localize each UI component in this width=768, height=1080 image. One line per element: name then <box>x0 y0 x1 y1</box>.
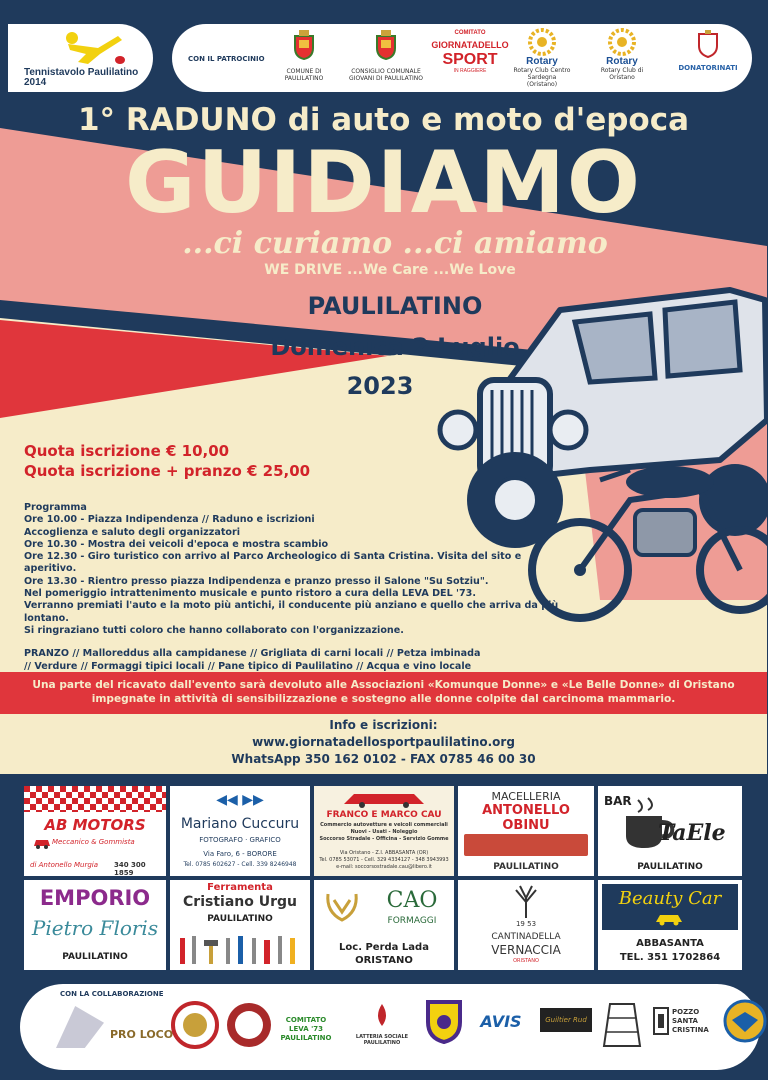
patron-comune <box>272 30 336 82</box>
checkered-flag-icon <box>24 786 166 812</box>
patronage-panel <box>172 24 752 92</box>
sponsor-phone: TEL. 351 1702864 <box>619 952 721 963</box>
sponsor-ferramenta <box>170 880 310 970</box>
pozzo-icon <box>652 1006 670 1036</box>
cantina-year-part: 53 <box>527 920 537 928</box>
sponsor-desc-line: Commercio autovetture e veicoli commerciali <box>320 822 448 828</box>
sponsor-name: AB MOTORS <box>44 816 146 834</box>
sponsor-footer <box>24 856 166 876</box>
tree-icon <box>510 884 542 918</box>
program-line: Ore 10.30 - Mostra dei veicoli d'epoca e mostra scambio <box>24 538 329 550</box>
program-line: Ore 12.30 - Giro turistico con arrivo al Parco Archeologico di Santa Cristina. Visita del sito e aperitivo. <box>24 551 522 575</box>
laurel-icon <box>322 886 362 926</box>
collaboration-panel <box>20 984 760 1070</box>
sponsor-town: ORISTANO <box>355 955 413 966</box>
cantina-year <box>500 920 552 928</box>
sponsor-desc <box>314 822 454 843</box>
sponsor-name: Cristiano Urgu <box>183 894 297 910</box>
sponsor-town: ORISTANO <box>513 958 539 964</box>
sponsor-town: PAULILATINO <box>62 952 128 962</box>
program-block <box>24 502 564 673</box>
confraternita-seal-icon <box>224 1000 274 1050</box>
sponsor-franco-cau <box>314 786 454 876</box>
fee-registration: Quota iscrizione € 10,00 <box>24 442 230 460</box>
sponsor-email: e-mail: soccorsostradale.cau@libero.it <box>336 864 432 870</box>
tagline-italian: ...ci curiamo ...ci amiamo <box>182 226 608 261</box>
patronage-label: CON IL PATROCINIO <box>188 55 265 63</box>
club-logo-panel <box>8 24 153 92</box>
sponsor-name: CAO <box>386 888 438 913</box>
patron-name: COMUNE DI PAULILATINO <box>284 68 324 82</box>
charity-banner <box>0 678 767 706</box>
sport-logo-icon <box>431 26 509 78</box>
sponsor-place: Loc. Perda Lada <box>339 942 429 953</box>
avis-logo: AVIS <box>480 1012 522 1031</box>
sponsor-sub: FORMAGGI <box>387 916 437 926</box>
info-website[interactable]: www.giornatadellosportpaulilatino.org <box>252 735 515 749</box>
sponsor-town: ABBASANTA <box>636 938 704 949</box>
program-line: Accoglienza e saluto degli organizzatori <box>24 526 241 538</box>
sponsor-beauty-car <box>598 880 742 970</box>
lunch-line: PRANZO // Malloreddus alla campidanese // Grigliata di carni locali // Petza imbinada <box>24 648 481 660</box>
sponsor-desc-line: Soccorso Stradale - Officina - Servizio Gomme <box>319 836 449 842</box>
sponsor-name: CANTINADELLA <box>491 932 561 942</box>
sponsor-emporio <box>24 880 166 970</box>
event-year: 2023 <box>346 372 414 400</box>
nuraghe-icon <box>600 998 644 1048</box>
club-logo-text: Tennistavolo Paulilatino 2014 <box>24 67 139 88</box>
sponsor-name: FRANCO E MARCO CAU <box>326 810 442 820</box>
sponsor-name: Beauty Car <box>618 888 722 909</box>
info-heading: Info e iscrizioni: <box>329 718 438 732</box>
sponsor-macelleria <box>458 786 594 876</box>
sponsor-name: EMPORIO <box>39 886 151 910</box>
program-line: Si ringraziano tutti coloro che hanno collaborato con l'organizzazione. <box>24 624 404 636</box>
sponsor-ab-motors <box>24 786 166 876</box>
sponsor-prefix: BAR <box>604 794 632 808</box>
sponsor-town: PAULILATINO <box>493 862 559 872</box>
tagline-english: WE DRIVE ...We Care ...We Love <box>264 262 516 278</box>
lunch-line: // Verdure // Formaggi tipici locali // Pane tipico di Paulilatino // Acqua e vino locale <box>24 660 472 672</box>
paulese-shield-icon <box>424 998 464 1044</box>
svg-text:SPORT: SPORT <box>442 51 498 68</box>
sponsor-cuccuru <box>170 786 310 876</box>
sponsor-cao-formaggi <box>314 880 454 970</box>
sponsor-phone: 340 300 1859 <box>114 861 146 877</box>
camera-arrows-icon: ◀◀ ▶▶ <box>216 792 264 808</box>
sponsor-desc: Meccanico & Gommista <box>52 838 135 846</box>
tow-truck-icon <box>334 788 434 808</box>
sponsor-category: Ferramenta <box>207 882 273 893</box>
patron-name: DONATORINATI <box>678 64 738 72</box>
sponsor-desc-line: Nuovi - Usati - Noleggio <box>350 829 418 835</box>
patron-name: Rotary Club di Oristano <box>600 67 644 81</box>
sponsor-phones: Tel. 0785 53071 - Cell. 329 4334127 - 348 3943993 <box>319 857 449 863</box>
sponsor-name: ANTONELLO <box>482 803 570 818</box>
svg-text:COMITATO: COMITATO <box>454 30 486 36</box>
car-icon <box>32 836 52 850</box>
edition-title: 1° RADUNO di auto e moto d'epoca <box>77 102 690 138</box>
latteria-icon <box>372 1002 392 1028</box>
svg-text:GIORNATADELLO: GIORNATADELLO <box>431 40 509 50</box>
sponsor-line: MACELLERIA <box>491 790 561 803</box>
sponsor-contact <box>314 850 454 871</box>
info-block <box>0 717 767 768</box>
patron-name: CONSIGLIO COMUNALE GIOVANI DI PAULILATINO <box>349 68 423 82</box>
sponsor-town: PAULILATINO <box>637 862 703 872</box>
program-line: Ore 13.30 - Rientro presso piazza Indipendenza e pranzo presso il Salone "Su Sotziu". <box>24 575 489 587</box>
sponsor-owner: Pietro Floris <box>31 916 159 940</box>
patron-consiglio <box>346 30 426 82</box>
latteria-logo: LATTERIA SOCIALE PAULILATINO <box>355 1034 409 1046</box>
sponsor-name: Mariano Cuccuru <box>180 816 300 832</box>
guiltier-logo: Guiltier Rud <box>540 1008 592 1032</box>
sponsor-name: OBINU <box>502 818 550 833</box>
sponsor-name: TaEle <box>658 820 726 846</box>
meat-image <box>464 834 588 856</box>
association-logo <box>56 1006 104 1048</box>
patron-name: Rotary Club Centro Sardegna (Oristano) <box>513 67 571 88</box>
sponsor-town: PAULILATINO <box>207 914 273 924</box>
comitato-leva-logo: COMITATO LEVA '73 PAULILATINO <box>280 1016 332 1042</box>
charity-line: impegnate in attività di sensibilizzazione e sostegno alle donne colpite dal carcinoma mammario. <box>91 693 676 705</box>
collaboration-label: CON LA COLLABORAZIONE <box>60 990 164 998</box>
program-line: Verranno premiati l'auto e la moto più antichi, il conducente più anziano e quello che arriva da più lontano. <box>24 600 559 624</box>
cantina-year-part: 19 <box>515 920 525 928</box>
sponsor-address: Via Faro, 6 - BORORE <box>203 850 277 858</box>
svg-text:IN RAGGIERE: IN RAGGIERE <box>453 68 487 74</box>
fee-registration-lunch: Quota iscrizione + pranzo € 25,00 <box>24 462 311 480</box>
event-date: Domenica 2 Luglio <box>270 333 520 361</box>
event-town: PAULILATINO <box>307 292 483 320</box>
rotary-wheel-icon <box>608 28 636 56</box>
rotary-wheel-icon <box>528 28 556 56</box>
pozzo-logo: POZZO SANTA CRISTINA <box>672 1008 709 1034</box>
sponsor-owner: di Antonello Murgia <box>30 861 99 869</box>
crest-icon <box>375 30 397 60</box>
patron-donatori <box>672 30 744 72</box>
tools-icon <box>176 932 304 968</box>
crest-icon <box>293 30 315 60</box>
event-name: GUIDIAMO <box>124 133 643 233</box>
circolo-seal-icon <box>170 1000 220 1050</box>
info-phones: WhatsApp 350 162 0102 - FAX 0785 46 00 30 <box>231 752 536 766</box>
patron-rotary-oristano: Rotary Rotary Club di Oristano <box>592 28 652 81</box>
sponsor-cantina <box>458 880 594 970</box>
program-heading: Programma <box>24 502 87 513</box>
eagle-seal-icon <box>722 998 768 1044</box>
patron-sport <box>431 26 509 78</box>
police-crest-icon <box>697 30 719 58</box>
patron-rotary-centro: Rotary Rotary Club Centro Sardegna (Oristano) <box>512 28 572 88</box>
program-line: Ore 10.00 - Piazza Indipendenza // Raduno e iscrizioni <box>24 514 315 526</box>
program-line: Nel pomeriggio intrattenimento musicale e punto ristoro a cura della LEVA DEL '73. <box>24 588 476 600</box>
sponsor-address: Via Oristano - Z.I. ABBASANTA (OR) <box>339 850 429 856</box>
charity-line: Una parte del ricavato dall'evento sarà devoluto alle Associazioni «Komunque Donne» e «Le Belle Donne» di Oristano <box>32 679 735 691</box>
sponsor-phones: Tel. 0785 602627 - Cell. 339 8246948 <box>183 861 297 868</box>
car-icon <box>654 912 684 926</box>
sponsor-bar-taele <box>598 786 742 876</box>
sponsor-name-2: VERNACCIA <box>491 943 561 957</box>
pro-loco-logo: PRO LOCO <box>110 1028 174 1041</box>
sponsor-desc: FOTOGRAFO · GRAFICO <box>199 836 281 844</box>
table-tennis-player-icon <box>58 30 128 66</box>
